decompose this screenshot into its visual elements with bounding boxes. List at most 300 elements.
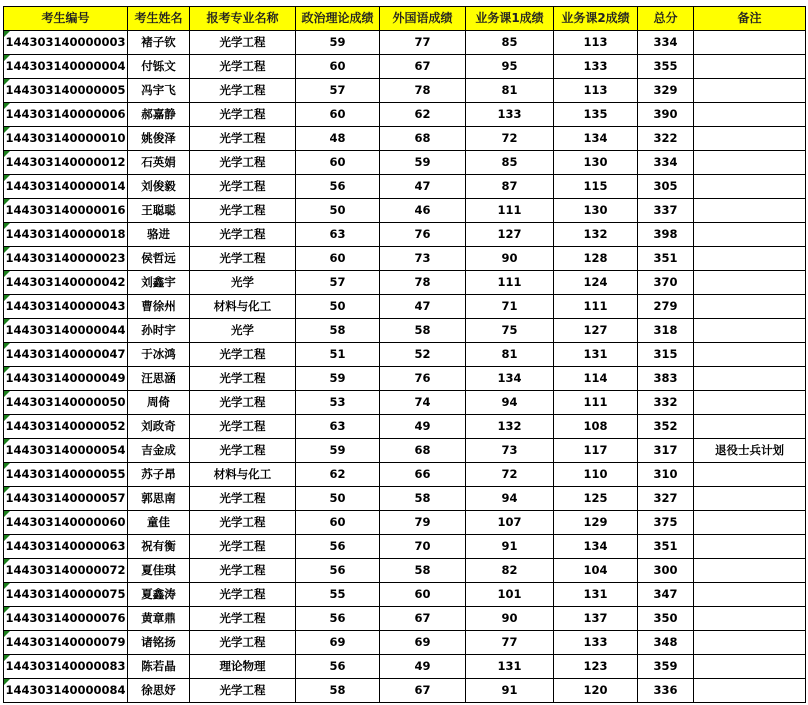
table-row bbox=[4, 31, 806, 55]
cell-politics[interactable]: 56 bbox=[296, 175, 380, 199]
cell-id[interactable] bbox=[4, 295, 128, 319]
cell-major[interactable]: 理论物理 bbox=[190, 655, 296, 679]
cell-id[interactable] bbox=[4, 679, 128, 703]
cell-course1[interactable]: 71 bbox=[466, 295, 554, 319]
cell-course2[interactable]: 123 bbox=[554, 655, 638, 679]
cell-id-text: 144303140000004 bbox=[5, 59, 126, 73]
cell-foreign[interactable]: 58 bbox=[380, 559, 466, 583]
table-row bbox=[4, 463, 806, 487]
cell-total[interactable]: 327 bbox=[638, 487, 694, 511]
cell-id-text: 144303140000076 bbox=[5, 611, 126, 625]
cell-name[interactable]: 童佳 bbox=[128, 511, 190, 535]
cell-name[interactable]: 吉金成 bbox=[128, 439, 190, 463]
cell-total[interactable]: 318 bbox=[638, 319, 694, 343]
cell-name[interactable]: 郝嘉静 bbox=[128, 103, 190, 127]
cell-id-text: 144303140000016 bbox=[5, 203, 126, 217]
header-id[interactable]: 考生编号 bbox=[4, 7, 128, 31]
cell-course2[interactable]: 131 bbox=[554, 583, 638, 607]
header-name[interactable]: 考生姓名 bbox=[128, 7, 190, 31]
cell-name[interactable]: 郭思南 bbox=[128, 487, 190, 511]
cell-id[interactable] bbox=[4, 439, 128, 463]
cell-course1[interactable]: 132 bbox=[466, 415, 554, 439]
cell-course2[interactable]: 113 bbox=[554, 79, 638, 103]
cell-course1[interactable]: 95 bbox=[466, 55, 554, 79]
cell-course2[interactable]: 111 bbox=[554, 391, 638, 415]
cell-foreign[interactable]: 47 bbox=[380, 295, 466, 319]
cell-politics[interactable]: 60 bbox=[296, 55, 380, 79]
cell-total[interactable]: 375 bbox=[638, 511, 694, 535]
cell-course1[interactable]: 127 bbox=[466, 223, 554, 247]
cell-politics[interactable]: 63 bbox=[296, 415, 380, 439]
cell-foreign[interactable]: 49 bbox=[380, 415, 466, 439]
table-row bbox=[4, 319, 806, 343]
cell-course2[interactable]: 137 bbox=[554, 607, 638, 631]
cell-major[interactable]: 光学工程 bbox=[190, 127, 296, 151]
cell-id[interactable] bbox=[4, 463, 128, 487]
table-row bbox=[4, 103, 806, 127]
cell-id-text: 144303140000060 bbox=[5, 515, 126, 529]
cell-course2[interactable]: 127 bbox=[554, 319, 638, 343]
cell-course2[interactable]: 120 bbox=[554, 679, 638, 703]
cell-note[interactable] bbox=[694, 391, 806, 415]
cell-politics[interactable]: 56 bbox=[296, 607, 380, 631]
cell-name[interactable]: 姚俊泽 bbox=[128, 127, 190, 151]
cell-major[interactable]: 光学工程 bbox=[190, 247, 296, 271]
cell-foreign[interactable]: 60 bbox=[380, 583, 466, 607]
table-body bbox=[4, 31, 806, 703]
cell-total[interactable]: 300 bbox=[638, 559, 694, 583]
header-foreign[interactable]: 外国语成绩 bbox=[380, 7, 466, 31]
cell-id[interactable] bbox=[4, 175, 128, 199]
cell-foreign[interactable]: 49 bbox=[380, 655, 466, 679]
cell-id[interactable] bbox=[4, 583, 128, 607]
cell-note[interactable] bbox=[694, 463, 806, 487]
cell-major[interactable]: 光学 bbox=[190, 271, 296, 295]
cell-note[interactable] bbox=[694, 367, 806, 391]
cell-note[interactable] bbox=[694, 223, 806, 247]
cell-name[interactable]: 诸铭扬 bbox=[128, 631, 190, 655]
cell-id-text: 144303140000047 bbox=[5, 347, 126, 361]
cell-major[interactable]: 光学工程 bbox=[190, 55, 296, 79]
cell-foreign[interactable]: 73 bbox=[380, 247, 466, 271]
cell-id[interactable] bbox=[4, 223, 128, 247]
cell-total[interactable]: 317 bbox=[638, 439, 694, 463]
cell-name[interactable]: 苏子昂 bbox=[128, 463, 190, 487]
cell-course2[interactable]: 130 bbox=[554, 151, 638, 175]
cell-politics[interactable]: 48 bbox=[296, 127, 380, 151]
cell-id-text: 144303140000044 bbox=[5, 323, 126, 337]
cell-id[interactable] bbox=[4, 79, 128, 103]
cell-id[interactable] bbox=[4, 151, 128, 175]
cell-politics[interactable]: 56 bbox=[296, 559, 380, 583]
cell-course1[interactable]: 133 bbox=[466, 103, 554, 127]
cell-total[interactable]: 329 bbox=[638, 79, 694, 103]
cell-foreign[interactable]: 68 bbox=[380, 127, 466, 151]
cell-major[interactable]: 光学工程 bbox=[190, 367, 296, 391]
cell-course1[interactable]: 87 bbox=[466, 175, 554, 199]
cell-course1[interactable]: 134 bbox=[466, 367, 554, 391]
cell-major[interactable]: 光学工程 bbox=[190, 631, 296, 655]
cell-course2[interactable]: 108 bbox=[554, 415, 638, 439]
cell-major[interactable]: 光学工程 bbox=[190, 511, 296, 535]
cell-id[interactable] bbox=[4, 319, 128, 343]
cell-course1[interactable]: 111 bbox=[466, 271, 554, 295]
cell-course1[interactable]: 85 bbox=[466, 31, 554, 55]
cell-name[interactable]: 陈若晶 bbox=[128, 655, 190, 679]
cell-course1[interactable]: 131 bbox=[466, 655, 554, 679]
cell-id[interactable] bbox=[4, 607, 128, 631]
cell-course1[interactable]: 107 bbox=[466, 511, 554, 535]
error-indicator-icon bbox=[4, 223, 10, 229]
cell-note[interactable] bbox=[694, 199, 806, 223]
cell-foreign[interactable]: 66 bbox=[380, 463, 466, 487]
cell-course1[interactable]: 72 bbox=[466, 463, 554, 487]
cell-major[interactable]: 光学工程 bbox=[190, 391, 296, 415]
cell-politics[interactable]: 59 bbox=[296, 367, 380, 391]
cell-major[interactable]: 光学工程 bbox=[190, 223, 296, 247]
cell-politics[interactable]: 69 bbox=[296, 631, 380, 655]
cell-politics[interactable]: 60 bbox=[296, 511, 380, 535]
cell-total[interactable]: 370 bbox=[638, 271, 694, 295]
table-row bbox=[4, 367, 806, 391]
cell-name[interactable]: 刘鑫宇 bbox=[128, 271, 190, 295]
cell-politics[interactable]: 60 bbox=[296, 247, 380, 271]
cell-name[interactable]: 刘俊毅 bbox=[128, 175, 190, 199]
cell-politics[interactable]: 59 bbox=[296, 31, 380, 55]
cell-course2[interactable]: 129 bbox=[554, 511, 638, 535]
table-row bbox=[4, 295, 806, 319]
cell-note[interactable] bbox=[694, 151, 806, 175]
cell-id[interactable] bbox=[4, 247, 128, 271]
cell-total[interactable]: 279 bbox=[638, 295, 694, 319]
cell-politics[interactable]: 50 bbox=[296, 199, 380, 223]
cell-course2[interactable]: 117 bbox=[554, 439, 638, 463]
cell-politics[interactable]: 56 bbox=[296, 535, 380, 559]
cell-name[interactable]: 曹徐州 bbox=[128, 295, 190, 319]
table-row bbox=[4, 415, 806, 439]
cell-politics[interactable]: 50 bbox=[296, 295, 380, 319]
error-indicator-icon bbox=[4, 367, 10, 373]
cell-name[interactable]: 徐思妤 bbox=[128, 679, 190, 703]
cell-major[interactable]: 光学工程 bbox=[190, 559, 296, 583]
cell-total[interactable]: 315 bbox=[638, 343, 694, 367]
cell-name[interactable]: 夏佳琪 bbox=[128, 559, 190, 583]
cell-course1[interactable]: 91 bbox=[466, 535, 554, 559]
cell-total[interactable]: 351 bbox=[638, 535, 694, 559]
cell-note[interactable] bbox=[694, 295, 806, 319]
cell-total[interactable]: 359 bbox=[638, 655, 694, 679]
cell-note[interactable] bbox=[694, 631, 806, 655]
cell-course2[interactable]: 133 bbox=[554, 55, 638, 79]
cell-politics[interactable]: 60 bbox=[296, 151, 380, 175]
cell-course1[interactable]: 82 bbox=[466, 559, 554, 583]
cell-note[interactable] bbox=[694, 247, 806, 271]
cell-total[interactable]: 332 bbox=[638, 391, 694, 415]
cell-course1[interactable]: 101 bbox=[466, 583, 554, 607]
cell-total[interactable]: 347 bbox=[638, 583, 694, 607]
cell-total[interactable]: 398 bbox=[638, 223, 694, 247]
cell-total[interactable]: 305 bbox=[638, 175, 694, 199]
cell-note[interactable] bbox=[694, 55, 806, 79]
cell-id[interactable] bbox=[4, 631, 128, 655]
cell-course2[interactable]: 115 bbox=[554, 175, 638, 199]
cell-course2[interactable]: 110 bbox=[554, 463, 638, 487]
cell-major[interactable]: 光学工程 bbox=[190, 79, 296, 103]
cell-name[interactable]: 付铄文 bbox=[128, 55, 190, 79]
cell-major[interactable]: 光学工程 bbox=[190, 415, 296, 439]
cell-foreign[interactable]: 59 bbox=[380, 151, 466, 175]
table-row bbox=[4, 559, 806, 583]
cell-politics[interactable]: 55 bbox=[296, 583, 380, 607]
cell-politics[interactable]: 62 bbox=[296, 463, 380, 487]
cell-note[interactable] bbox=[694, 487, 806, 511]
cell-major[interactable]: 光学工程 bbox=[190, 103, 296, 127]
cell-name[interactable]: 夏鑫涛 bbox=[128, 583, 190, 607]
cell-name[interactable]: 汪思涵 bbox=[128, 367, 190, 391]
cell-foreign[interactable]: 62 bbox=[380, 103, 466, 127]
cell-course1[interactable]: 111 bbox=[466, 199, 554, 223]
cell-course2[interactable]: 134 bbox=[554, 127, 638, 151]
cell-name[interactable]: 侯哲远 bbox=[128, 247, 190, 271]
cell-course2[interactable]: 128 bbox=[554, 247, 638, 271]
cell-id[interactable] bbox=[4, 199, 128, 223]
cell-course1[interactable]: 94 bbox=[466, 487, 554, 511]
cell-total[interactable]: 351 bbox=[638, 247, 694, 271]
cell-course2[interactable]: 134 bbox=[554, 535, 638, 559]
cell-note[interactable] bbox=[694, 271, 806, 295]
cell-note[interactable] bbox=[694, 31, 806, 55]
cell-id[interactable] bbox=[4, 559, 128, 583]
cell-note[interactable] bbox=[694, 655, 806, 679]
cell-major[interactable]: 光学工程 bbox=[190, 583, 296, 607]
cell-note[interactable] bbox=[694, 415, 806, 439]
cell-politics[interactable]: 50 bbox=[296, 487, 380, 511]
cell-foreign[interactable]: 67 bbox=[380, 679, 466, 703]
cell-course2[interactable]: 104 bbox=[554, 559, 638, 583]
cell-major[interactable]: 光学工程 bbox=[190, 175, 296, 199]
cell-id[interactable] bbox=[4, 31, 128, 55]
error-indicator-icon bbox=[4, 295, 10, 301]
cell-id-text: 144303140000012 bbox=[5, 155, 126, 169]
cell-name[interactable]: 孙时宇 bbox=[128, 319, 190, 343]
cell-name[interactable]: 祝有衡 bbox=[128, 535, 190, 559]
cell-note[interactable] bbox=[694, 679, 806, 703]
cell-total[interactable]: 352 bbox=[638, 415, 694, 439]
cell-note[interactable] bbox=[694, 559, 806, 583]
cell-politics[interactable]: 57 bbox=[296, 271, 380, 295]
cell-course1[interactable]: 73 bbox=[466, 439, 554, 463]
cell-note[interactable] bbox=[694, 343, 806, 367]
cell-note[interactable] bbox=[694, 79, 806, 103]
cell-name[interactable]: 石英娟 bbox=[128, 151, 190, 175]
cell-total[interactable]: 310 bbox=[638, 463, 694, 487]
cell-politics[interactable]: 60 bbox=[296, 103, 380, 127]
cell-foreign[interactable]: 78 bbox=[380, 79, 466, 103]
cell-politics[interactable]: 58 bbox=[296, 679, 380, 703]
cell-foreign[interactable]: 58 bbox=[380, 487, 466, 511]
cell-politics[interactable]: 59 bbox=[296, 439, 380, 463]
cell-note[interactable] bbox=[694, 583, 806, 607]
cell-course1[interactable]: 85 bbox=[466, 151, 554, 175]
cell-foreign[interactable]: 76 bbox=[380, 367, 466, 391]
cell-major[interactable]: 光学工程 bbox=[190, 535, 296, 559]
cell-note[interactable]: 退役士兵计划 bbox=[694, 439, 806, 463]
cell-id-text: 144303140000084 bbox=[5, 683, 126, 697]
cell-note[interactable] bbox=[694, 127, 806, 151]
cell-foreign[interactable]: 70 bbox=[380, 535, 466, 559]
cell-id-text: 144303140000079 bbox=[5, 635, 126, 649]
cell-id[interactable] bbox=[4, 127, 128, 151]
header-course2[interactable]: 业务课2成绩 bbox=[554, 7, 638, 31]
cell-note[interactable] bbox=[694, 103, 806, 127]
cell-total[interactable]: 322 bbox=[638, 127, 694, 151]
cell-foreign[interactable]: 78 bbox=[380, 271, 466, 295]
cell-id[interactable] bbox=[4, 511, 128, 535]
cell-foreign[interactable]: 69 bbox=[380, 631, 466, 655]
cell-major[interactable]: 光学工程 bbox=[190, 679, 296, 703]
cell-major[interactable]: 材料与化工 bbox=[190, 463, 296, 487]
cell-id[interactable] bbox=[4, 415, 128, 439]
cell-name[interactable]: 王聪聪 bbox=[128, 199, 190, 223]
header-major[interactable]: 报考专业名称 bbox=[190, 7, 296, 31]
error-indicator-icon bbox=[4, 31, 10, 37]
cell-foreign[interactable]: 74 bbox=[380, 391, 466, 415]
cell-id-text: 144303140000042 bbox=[5, 275, 126, 289]
cell-note[interactable] bbox=[694, 607, 806, 631]
cell-course1[interactable]: 77 bbox=[466, 631, 554, 655]
error-indicator-icon bbox=[4, 487, 10, 493]
cell-foreign[interactable]: 67 bbox=[380, 55, 466, 79]
cell-id-text: 144303140000023 bbox=[5, 251, 126, 265]
cell-foreign[interactable]: 47 bbox=[380, 175, 466, 199]
cell-name[interactable]: 骆进 bbox=[128, 223, 190, 247]
cell-name[interactable]: 黄章鼎 bbox=[128, 607, 190, 631]
cell-major[interactable]: 光学工程 bbox=[190, 31, 296, 55]
cell-total[interactable]: 337 bbox=[638, 199, 694, 223]
cell-foreign[interactable]: 46 bbox=[380, 199, 466, 223]
cell-total[interactable]: 350 bbox=[638, 607, 694, 631]
cell-major[interactable]: 光学工程 bbox=[190, 343, 296, 367]
cell-course1[interactable]: 81 bbox=[466, 79, 554, 103]
header-total[interactable]: 总分 bbox=[638, 7, 694, 31]
cell-note[interactable] bbox=[694, 535, 806, 559]
cell-id-text: 144303140000072 bbox=[5, 563, 126, 577]
cell-name[interactable]: 冯宇飞 bbox=[128, 79, 190, 103]
cell-foreign[interactable]: 68 bbox=[380, 439, 466, 463]
header-course1[interactable]: 业务课1成绩 bbox=[466, 7, 554, 31]
cell-id-text: 144303140000003 bbox=[5, 35, 126, 49]
cell-note[interactable] bbox=[694, 175, 806, 199]
cell-note[interactable] bbox=[694, 511, 806, 535]
cell-foreign[interactable]: 79 bbox=[380, 511, 466, 535]
cell-course2[interactable]: 135 bbox=[554, 103, 638, 127]
cell-name[interactable]: 周倚 bbox=[128, 391, 190, 415]
cell-id[interactable] bbox=[4, 655, 128, 679]
cell-course2[interactable]: 125 bbox=[554, 487, 638, 511]
cell-total[interactable]: 383 bbox=[638, 367, 694, 391]
cell-course1[interactable]: 75 bbox=[466, 319, 554, 343]
error-indicator-icon bbox=[4, 151, 10, 157]
cell-course1[interactable]: 72 bbox=[466, 127, 554, 151]
cell-total[interactable]: 390 bbox=[638, 103, 694, 127]
cell-course2[interactable]: 114 bbox=[554, 367, 638, 391]
table-row bbox=[4, 175, 806, 199]
cell-id[interactable] bbox=[4, 343, 128, 367]
cell-total[interactable]: 348 bbox=[638, 631, 694, 655]
cell-id[interactable] bbox=[4, 103, 128, 127]
cell-id[interactable] bbox=[4, 487, 128, 511]
cell-course2[interactable]: 133 bbox=[554, 631, 638, 655]
cell-politics[interactable]: 57 bbox=[296, 79, 380, 103]
cell-politics[interactable]: 51 bbox=[296, 343, 380, 367]
cell-foreign[interactable]: 52 bbox=[380, 343, 466, 367]
table-row bbox=[4, 607, 806, 631]
cell-note[interactable] bbox=[694, 319, 806, 343]
cell-major[interactable]: 光学工程 bbox=[190, 199, 296, 223]
cell-course2[interactable]: 131 bbox=[554, 343, 638, 367]
cell-politics[interactable]: 63 bbox=[296, 223, 380, 247]
cell-foreign[interactable]: 58 bbox=[380, 319, 466, 343]
cell-major[interactable]: 光学工程 bbox=[190, 151, 296, 175]
cell-id[interactable] bbox=[4, 391, 128, 415]
cell-total[interactable]: 334 bbox=[638, 31, 694, 55]
cell-course2[interactable]: 111 bbox=[554, 295, 638, 319]
cell-name[interactable]: 刘政奇 bbox=[128, 415, 190, 439]
cell-major[interactable]: 光学工程 bbox=[190, 607, 296, 631]
cell-id[interactable] bbox=[4, 271, 128, 295]
cell-politics[interactable]: 53 bbox=[296, 391, 380, 415]
cell-course2[interactable]: 124 bbox=[554, 271, 638, 295]
error-indicator-icon bbox=[4, 415, 10, 421]
cell-foreign[interactable]: 76 bbox=[380, 223, 466, 247]
header-politics[interactable]: 政治理论成绩 bbox=[296, 7, 380, 31]
table-row bbox=[4, 247, 806, 271]
cell-course2[interactable]: 130 bbox=[554, 199, 638, 223]
cell-politics[interactable]: 56 bbox=[296, 655, 380, 679]
cell-major[interactable]: 光学 bbox=[190, 319, 296, 343]
header-note[interactable]: 备注 bbox=[694, 7, 806, 31]
cell-total[interactable]: 334 bbox=[638, 151, 694, 175]
cell-course1[interactable]: 94 bbox=[466, 391, 554, 415]
cell-course1[interactable]: 90 bbox=[466, 607, 554, 631]
error-indicator-icon bbox=[4, 463, 10, 469]
cell-id-text: 144303140000005 bbox=[5, 83, 126, 97]
cell-course1[interactable]: 90 bbox=[466, 247, 554, 271]
cell-course2[interactable]: 132 bbox=[554, 223, 638, 247]
table-row bbox=[4, 199, 806, 223]
cell-id[interactable] bbox=[4, 367, 128, 391]
cell-id[interactable] bbox=[4, 535, 128, 559]
cell-foreign[interactable]: 77 bbox=[380, 31, 466, 55]
cell-major[interactable]: 光学工程 bbox=[190, 487, 296, 511]
cell-major[interactable]: 材料与化工 bbox=[190, 295, 296, 319]
error-indicator-icon bbox=[4, 271, 10, 277]
cell-name[interactable]: 褚子钦 bbox=[128, 31, 190, 55]
cell-course1[interactable]: 91 bbox=[466, 679, 554, 703]
cell-foreign[interactable]: 67 bbox=[380, 607, 466, 631]
cell-major[interactable]: 光学工程 bbox=[190, 439, 296, 463]
cell-total[interactable]: 336 bbox=[638, 679, 694, 703]
cell-id[interactable] bbox=[4, 55, 128, 79]
cell-name[interactable]: 于冰鸿 bbox=[128, 343, 190, 367]
cell-total[interactable]: 355 bbox=[638, 55, 694, 79]
cell-course1[interactable]: 81 bbox=[466, 343, 554, 367]
table-row bbox=[4, 55, 806, 79]
cell-course2[interactable]: 113 bbox=[554, 31, 638, 55]
table-row bbox=[4, 583, 806, 607]
cell-politics[interactable]: 58 bbox=[296, 319, 380, 343]
table-row bbox=[4, 487, 806, 511]
